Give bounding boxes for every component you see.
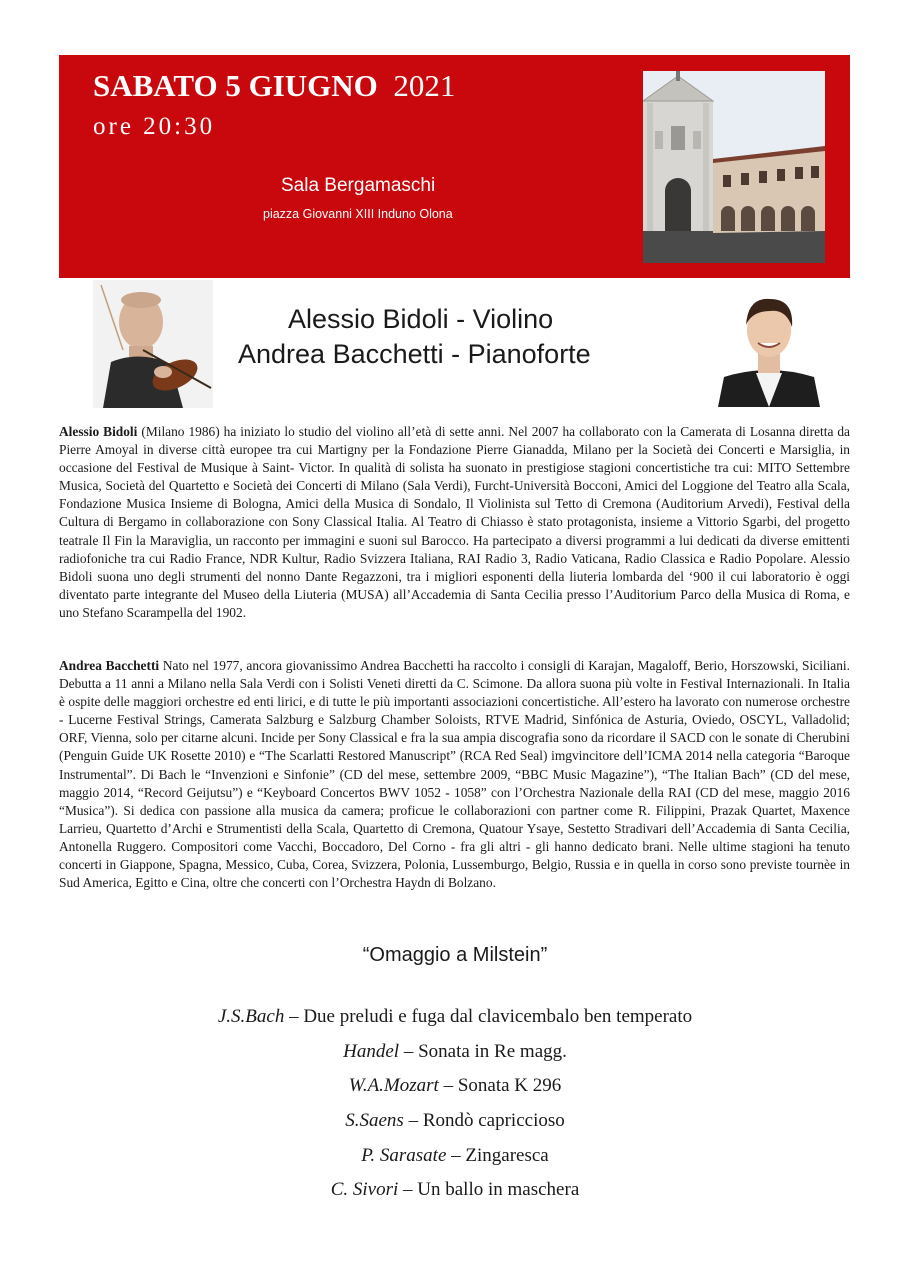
- programme-work: – Sonata in Re magg.: [399, 1041, 567, 1062]
- programme-item: [0, 1075, 900, 1097]
- event-banner: [59, 55, 850, 278]
- programme-work: – Rondò capriccioso: [403, 1110, 565, 1131]
- bio-bidoli: [59, 423, 850, 622]
- programme-work: – Due preludi e fuga dal clavicembalo ben temperato: [284, 1006, 693, 1027]
- venue-name: Sala Bergamaschi: [281, 175, 436, 196]
- performer-piano: Andrea Bacchetti - Pianoforte: [238, 339, 591, 369]
- pianist-photo: [718, 285, 820, 407]
- programme-work: – Zingaresca: [446, 1145, 549, 1166]
- programme-item: [0, 1179, 900, 1201]
- programme-title: “Omaggio a Milstein”: [362, 944, 548, 966]
- programme-item: [0, 1145, 900, 1167]
- bio-bidoli-name: Alessio Bidoli: [59, 424, 138, 439]
- bio-bacchetti: [59, 657, 850, 892]
- programme-item: [0, 1006, 900, 1028]
- programme-composer: Handel: [343, 1041, 400, 1062]
- bio-bacchetti-text: Nato nel 1977, ancora giovanissimo Andrea Bacchetti ha raccolto i consigli di Karajan, Magaloff, Berio, Horszowski, Siciliani. Debutta a 11 anni a Milano nella Sala Verdi con i Solisti Veneti diretti da C. Scimone. Da allora suona più volte in Festival Internazionali. In Italia è ospite delle maggiori orchestre ed enti lirici, e di tutte le più importanti associazioni concertistiche. All’estero ha lavorato con numerose orchestre - Lucerne Festival Strings, Camerata Salzburg e Salzburg Chamber Soloists, RTVE Madrid, Sinfónica de Asturia, Oviedo, OSCYL, Valladolid; ORF, Vienna, solo per citarne alcuni. Incide per Sony Classical e fra la sua ampia discografia sono da ricordare il SACD con le sonate di Cherubini (Penguin Guide UK Rosette 2010) e “The Scarlatti Restored Manuscript” (RCA Red Seal) imgvincitore dell’ICMA 2014 nella categoria “Baroque Instrumental”. Di Bach le “Invenzioni e Sinfonie” (CD del mese, settembre 2009, “BBC Music Magazine”), “The Italian Bach” (CD del mese, maggio 2014, “Record Geijutsu”) e “Keyboard Concertos BWV 1052 - 1058” con l’Orchestra Nazionale della RAI (CD del mese, maggio 2016 “Musica”). Si dedica con passione alla musica da camera; proficue le collaborazioni con partner come R. Filippini, Prazak Quartet, Maxence Larrieu, Quartetto d’Archi e Strumentisti della Scala, Quartetto di Cremona, Quatour Ysaye, Sestetto Stradivari dell’Accademia di Santa Cecilia, Antonella Ruggero. Compositori come Vacchi, Boccadoro, Del Corno - fra gli altri - gli hanno dedicato brani. Nelle ultime stagioni ha tenuto concerti in Giappone, Spagna, Messico, Cuba, Corea, Svizzera, Polonia, Lussemburgo, Belgio, Russia e in quella in corso sono previste tournèe in Sud America, Egitto e Cina, oltre che concerti con l’Orchestra Haydn di Bolzano.: [59, 658, 850, 891]
- programme-item: [0, 1041, 900, 1063]
- programme-work: – Sonata K 296: [438, 1075, 562, 1096]
- event-date-day: SABATO 5 GIUGNO: [93, 68, 378, 103]
- event-date: [93, 68, 455, 104]
- programme-composer: C. Sivori: [330, 1179, 399, 1200]
- programme-work: – Un ballo in maschera: [398, 1179, 580, 1200]
- programme-composer: W.A.Mozart: [348, 1075, 439, 1096]
- programme-item: [0, 1110, 900, 1132]
- bio-bidoli-text: (Milano 1986) ha iniziato lo studio del violino all’età di sette anni. Nel 2007 ha collaborato con la Camerata di Losanna diretta da Pierre Amoyal in diverse città europee tra cui Martigny per la Fondazione Pierre Gianadda, Milano per la Società dei Concerti e Marsiglia, in occasione del Festival de Musique à Saint- Victor. In qualità di solista ha suonato in prestigiose stagioni concertistiche tra cui: MITO Settembre Musica, Società del Quartetto e Società dei Concerti di Milano (Sala Verdi), Furcht-Università Bocconi, Amici del Loggione del Teatro alla Scala, Fondazione Musica Insieme di Bologna, Amici della Musica di Sondalo, Il Violinista sul Tetto di Cremona (Auditorium Arvedi), Festival della Cultura di Bergamo in collaborazione con Sony Classical Italia. Al Teatro di Chiasso è stato protagonista, insieme a Vittorio Sgarbi, del progetto teatrale Il Fin la Maraviglia, un racconto per immagini e suoni sul Barocco. Ha partecipato a diversi programmi a lui dedicati da diverse emittenti radiofoniche tra cui Radio France, NDR Kultur, Radio Svizzera Italiana, RAI Radio 3, Radio Vaticana, Radio Classica e Radio Popolare. Alessio Bidoli suona uno degli strumenti del nonno Dante Regazzoni, tra i migliori esponenti della liuteria lombarda del ‘900 il cui laboratorio è oggi diventato parte integrante del Museo della Liuteria (MUSA) all’Accademia di Santa Cecilia presso l’Auditorium Parco della Musica di Roma, e uno Stefano Scarampella del 1902.: [59, 424, 851, 620]
- event-year: 2021: [393, 68, 456, 103]
- violinist-photo: [93, 280, 213, 408]
- venue-photo: [643, 71, 825, 263]
- event-time: ore 20:30: [93, 113, 216, 140]
- performer-violin: Alessio Bidoli - Violino: [288, 304, 554, 334]
- programme-composer: P. Sarasate: [361, 1145, 447, 1166]
- programme-composer: S.Saens: [345, 1110, 404, 1131]
- venue-address: piazza Giovanni XIII Induno Olona: [263, 207, 453, 221]
- bio-bacchetti-name: Andrea Bacchetti: [59, 658, 160, 673]
- programme-composer: J.S.Bach: [217, 1006, 285, 1027]
